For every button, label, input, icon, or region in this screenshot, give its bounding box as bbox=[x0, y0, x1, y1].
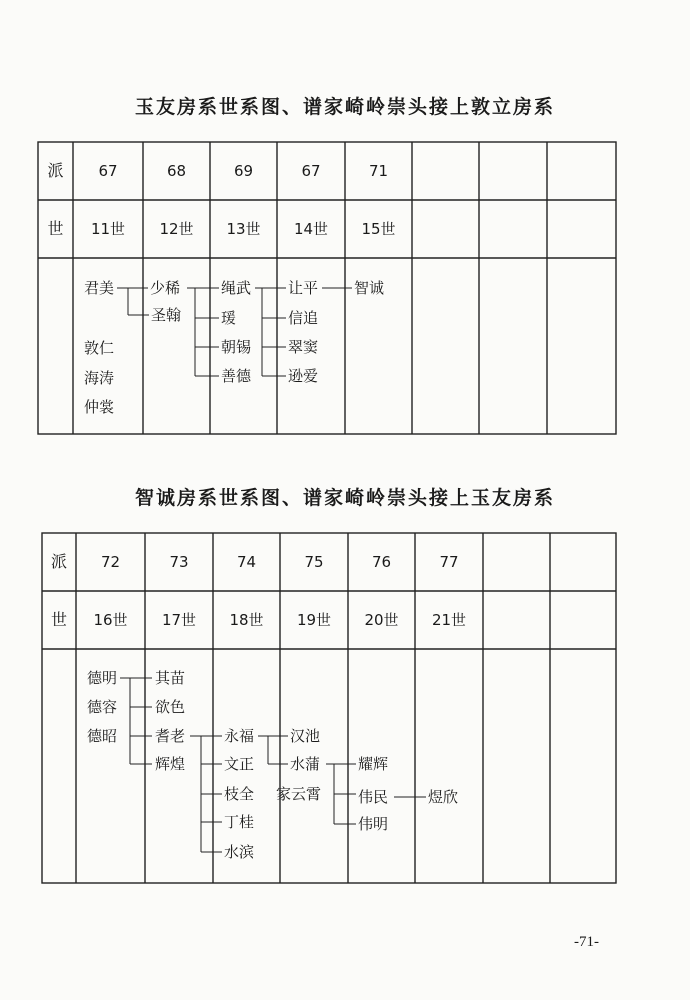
table1-title: 玉友房系世系图、谱家崎岭崇头接上敦立房系 bbox=[134, 96, 555, 118]
person-name: 瑗 bbox=[221, 309, 237, 327]
person-name: 枝全 bbox=[224, 785, 255, 803]
person-name: 少稀 bbox=[150, 279, 181, 297]
person-name: 伟民 bbox=[358, 788, 389, 806]
person-name: 伟明 bbox=[358, 815, 389, 833]
table1-pai-cell: 67 bbox=[301, 162, 321, 180]
table2-shi-cell: 16世 bbox=[93, 611, 128, 629]
person-name: 善德 bbox=[221, 367, 252, 385]
person-name: 煜欣 bbox=[428, 788, 459, 806]
table2-shi-cell: 18世 bbox=[229, 611, 264, 629]
person-name: 丁桂 bbox=[224, 813, 255, 831]
person-name: 逊爱 bbox=[288, 367, 319, 385]
person-name: 君美 bbox=[84, 279, 115, 297]
person-name: 辉煌 bbox=[155, 755, 186, 773]
person-name: 德容 bbox=[87, 698, 118, 716]
person-name: 永福 bbox=[224, 727, 255, 745]
person-name: 信追 bbox=[288, 309, 319, 327]
person-name: 德昭 bbox=[87, 727, 118, 745]
table1-pai-cell: 71 bbox=[368, 162, 389, 180]
person-name: 其苗 bbox=[155, 669, 186, 687]
person-name: 让平 bbox=[288, 279, 319, 297]
person-name: 水蒲 bbox=[290, 755, 321, 773]
table1-shi-cell: 12世 bbox=[159, 220, 194, 238]
table1-shi-cell: 14世 bbox=[293, 220, 329, 238]
person-name: 翠窦 bbox=[288, 338, 319, 356]
person-name: 汉池 bbox=[290, 727, 321, 745]
table2-pai-cell: 77 bbox=[439, 553, 459, 571]
table2-pai-cell: 74 bbox=[236, 553, 257, 571]
person-name: 耆老 bbox=[155, 727, 186, 745]
person-name: 欲色 bbox=[155, 698, 186, 716]
table2-shi-cell: 21世 bbox=[431, 611, 467, 629]
person-name: 水滨 bbox=[224, 843, 255, 861]
person-name: 家云霄 bbox=[276, 785, 322, 803]
table2-pai-cell: 73 bbox=[169, 553, 189, 571]
table1-shi-cell: 13世 bbox=[226, 220, 261, 238]
table2-pai-cell: 76 bbox=[371, 553, 392, 571]
person-name: 敦仁 bbox=[84, 339, 115, 357]
table2-shi-cell: 20世 bbox=[364, 611, 399, 629]
person-name: 智诚 bbox=[354, 279, 385, 297]
table2-shi-label: 世 bbox=[50, 610, 67, 629]
table2-pai-label: 派 bbox=[50, 552, 67, 571]
table1-pai-cell: 67 bbox=[98, 162, 118, 180]
person-name: 文正 bbox=[224, 755, 255, 773]
page-number: -71- bbox=[574, 934, 599, 950]
person-name: 海涛 bbox=[84, 369, 115, 387]
table2-pai-cell: 72 bbox=[100, 553, 121, 571]
table2-shi-cell: 19世 bbox=[296, 611, 332, 629]
table2-pai-cell: 75 bbox=[304, 553, 324, 571]
table1-pai-label: 派 bbox=[47, 161, 64, 180]
table1-pai-cell: 68 bbox=[166, 162, 187, 180]
table2-title: 智诚房系世系图、谱家崎岭崇头接上玉友房系 bbox=[134, 487, 555, 509]
table1-shi-cell: 11世 bbox=[90, 220, 126, 238]
person-name: 朝锡 bbox=[221, 338, 252, 356]
person-name: 德明 bbox=[87, 669, 118, 687]
person-name: 绳武 bbox=[221, 279, 252, 297]
person-name: 圣翰 bbox=[151, 306, 182, 324]
table2-shi-cell: 17世 bbox=[161, 611, 197, 629]
table1-pai-cell: 69 bbox=[233, 162, 254, 180]
table1-shi-cell: 15世 bbox=[361, 220, 396, 238]
person-name: 耀辉 bbox=[358, 755, 389, 773]
person-name: 仲裳 bbox=[84, 398, 115, 416]
table1-shi-label: 世 bbox=[47, 219, 64, 238]
